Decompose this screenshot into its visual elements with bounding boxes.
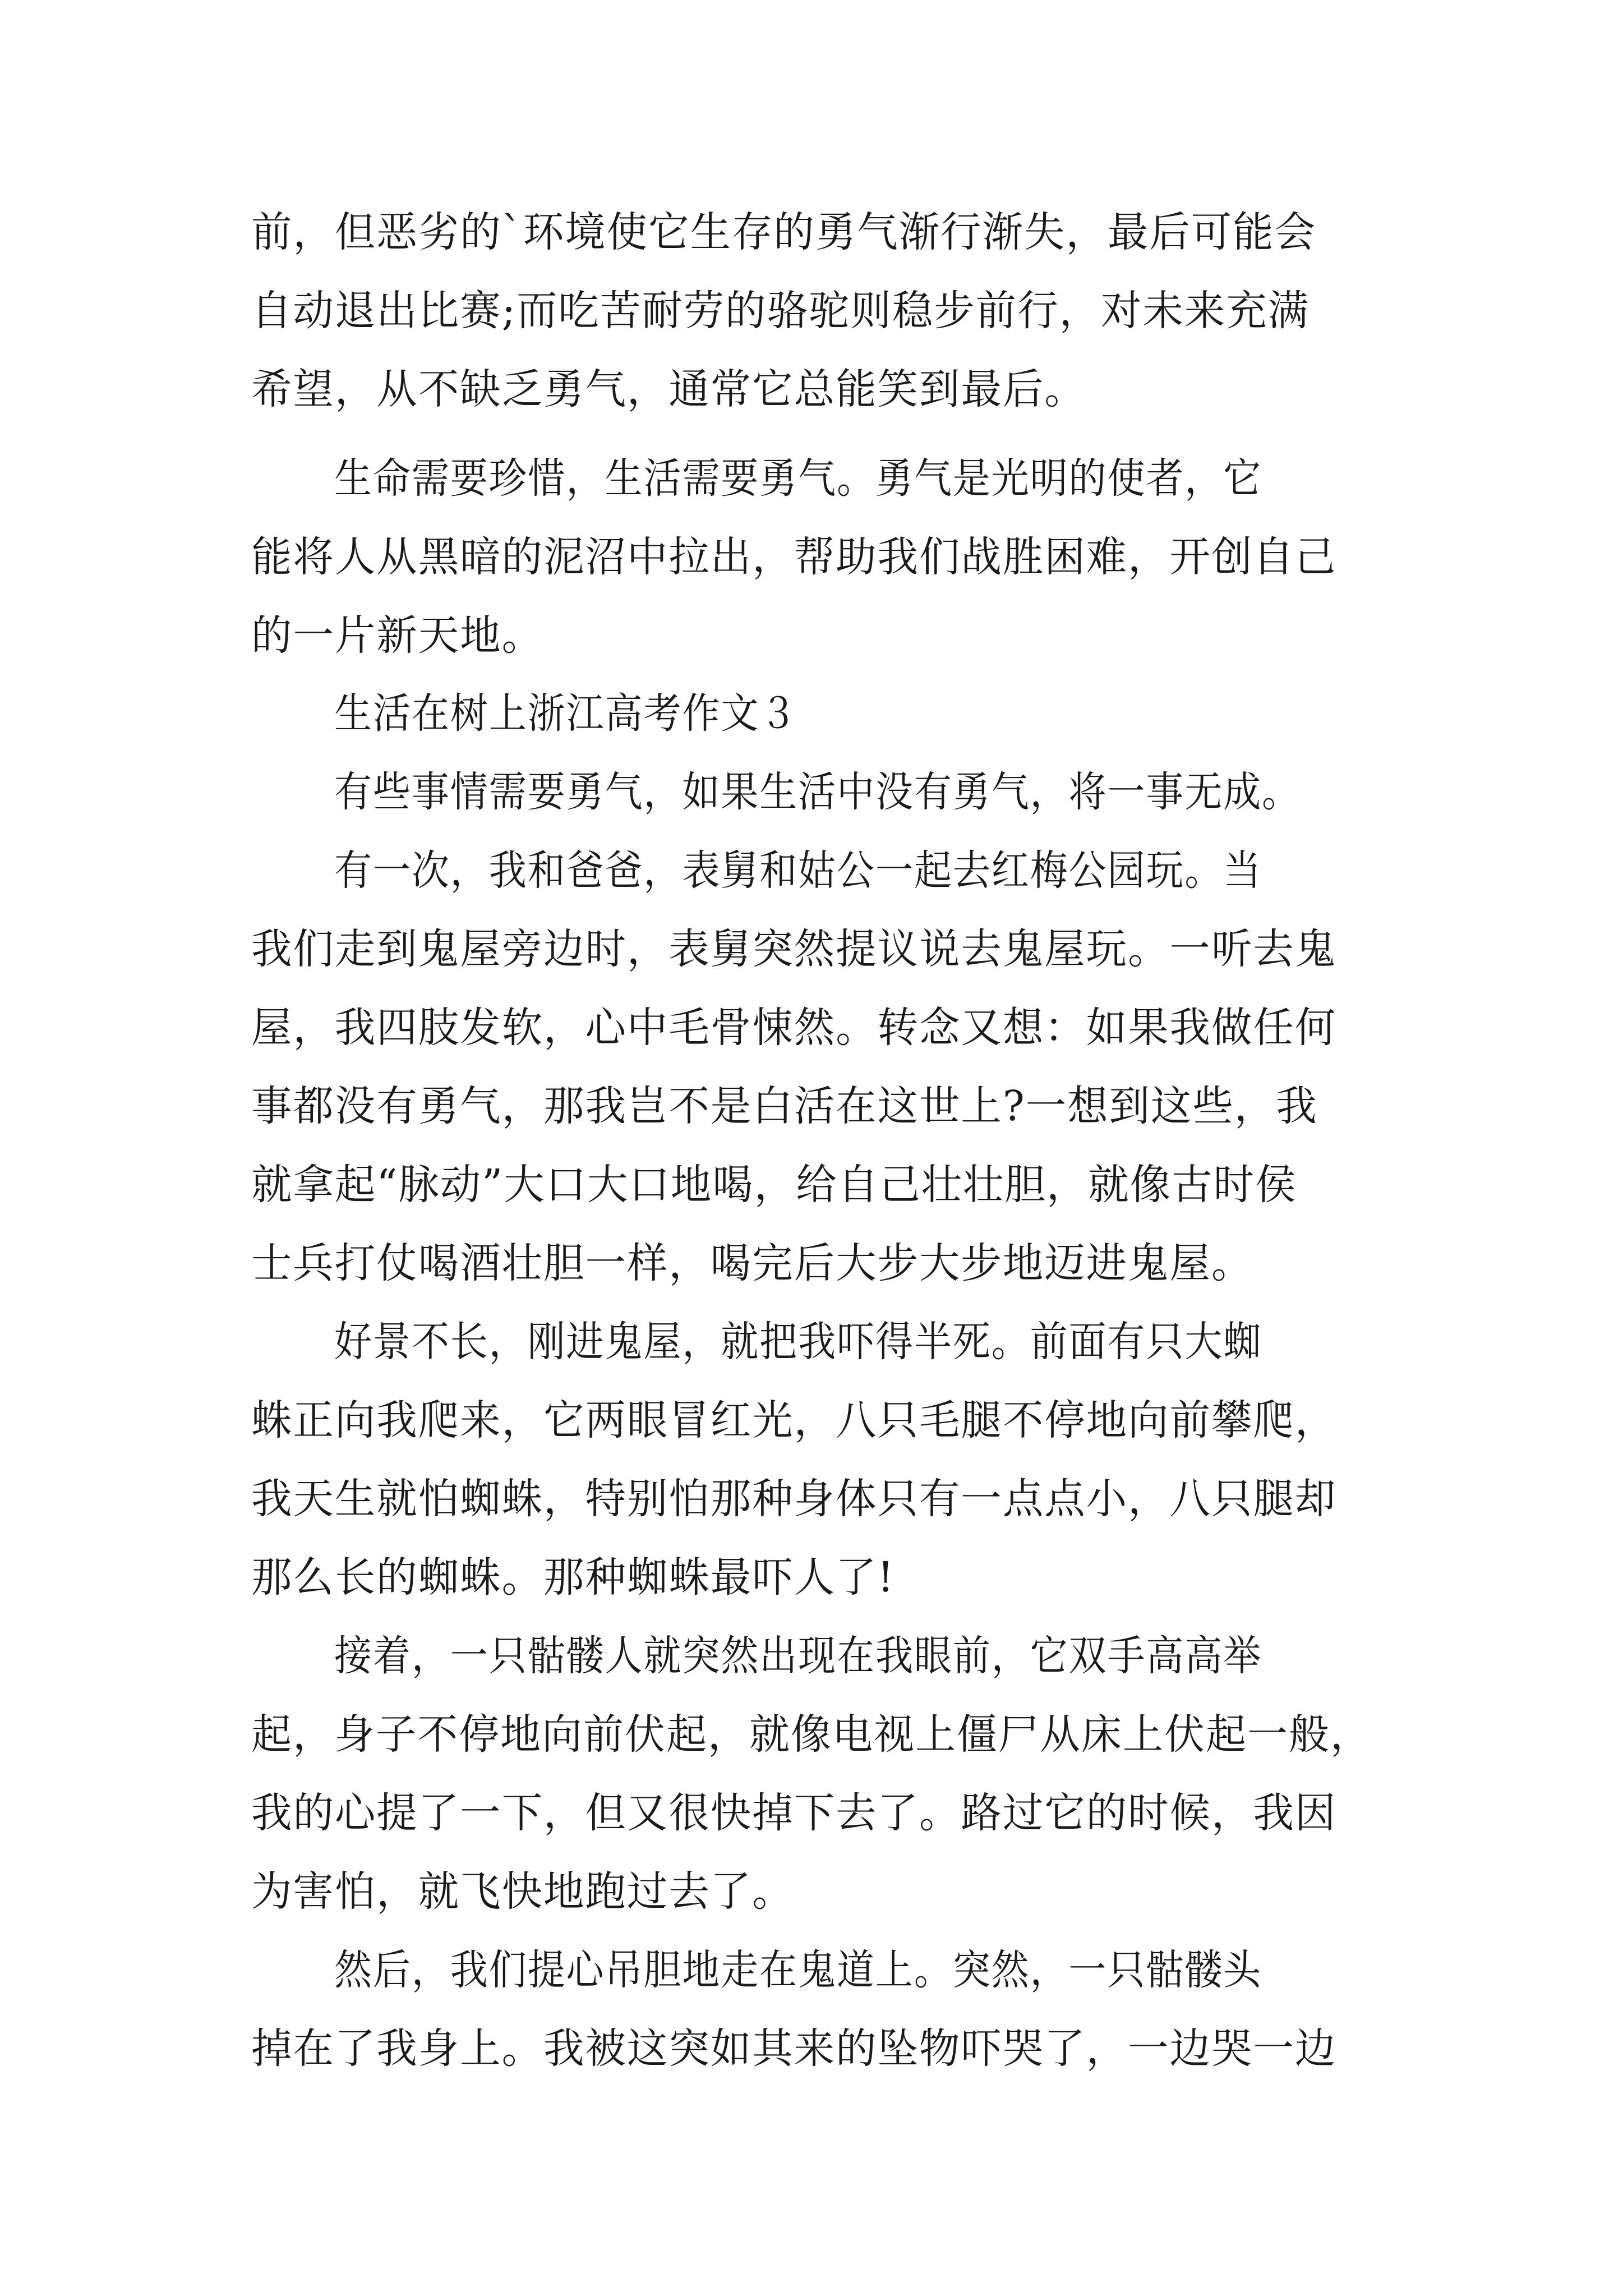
text-line: 蛛正向我爬来，它两眼冒红光，八只毛腿不停地向前攀爬， [251, 1396, 1337, 1444]
text-line: 我的心提了一下，但又很快掉下去了。路过它的时候，我因 [251, 1789, 1337, 1837]
text-line: 就拿起“脉动”大口大口地喝，给自己壮壮胆，就像古时侯 [251, 1161, 1297, 1209]
paragraph-first-line: 好景不长，刚进鬼屋，就把我吓得半死。前面有只大蜘 [334, 1318, 1262, 1366]
text-line: 能将人从黑暗的泥沼中拉出，帮助我们战胜困难，开创自己 [251, 533, 1337, 581]
text-line: 掉在了我身上。我被这突如其来的坠物吓哭了，一边哭一边 [251, 2024, 1337, 2073]
text-line: 前，但恶劣的`环境使它生存的勇气渐行渐失，最后可能会 [251, 208, 1317, 256]
paragraph-first-line: 生命需要珍惜，生活需要勇气。勇气是光明的使者，它 [334, 454, 1262, 503]
paragraph-first-line: 有些事情需要勇气，如果生活中没有勇气，将一事无成。 [334, 768, 1301, 816]
paragraph-first-line: 接着，一只骷髅人就突然出现在我眼前，它双手高高举 [334, 1632, 1262, 1680]
text-line: 起，身子不停地向前伏起，就像电视上僵尸从床上伏起一般， [251, 1710, 1372, 1759]
paragraph-first-line: 有一次，我和爸爸，表舅和姑公一起去红梅公园玩。当 [334, 846, 1262, 895]
text-line: 事都没有勇气，那我岂不是白活在这世上?一想到这些，我 [251, 1082, 1318, 1130]
text-line: 自动退出比赛;而吃苦耐劳的骆驼则稳步前行，对未来充满 [251, 287, 1310, 335]
text-line: 希望，从不缺乏勇气，通常它总能笑到最后。 [251, 365, 1086, 413]
text-line: 为害怕，就飞快地跑过去了。 [251, 1867, 794, 1916]
text-line: 我们走到鬼屋旁边时，表舅突然提议说去鬼屋玩。一听去鬼 [251, 925, 1337, 973]
text-line: 屋，我四肢发软，心中毛骨悚然。转念又想：如果我做任何 [251, 1004, 1337, 1052]
paragraph-first-line: 然后，我们提心吊胆地走在鬼道上。突然，一只骷髅头 [334, 1946, 1262, 1994]
text-line: 我天生就怕蜘蛛，特别怕那种身体只有一点点小，八只腿却 [251, 1475, 1337, 1523]
section-heading: 生活在树上浙江高考作文３ [334, 689, 799, 738]
text-line: 那么长的蜘蛛。那种蜘蛛最吓人了! [251, 1553, 895, 1602]
text-line: 的一片新天地。 [251, 611, 544, 660]
text-line: 士兵打仗喝酒壮胆一样，喝完后大步大步地迈进鬼屋。 [251, 1239, 1253, 1287]
